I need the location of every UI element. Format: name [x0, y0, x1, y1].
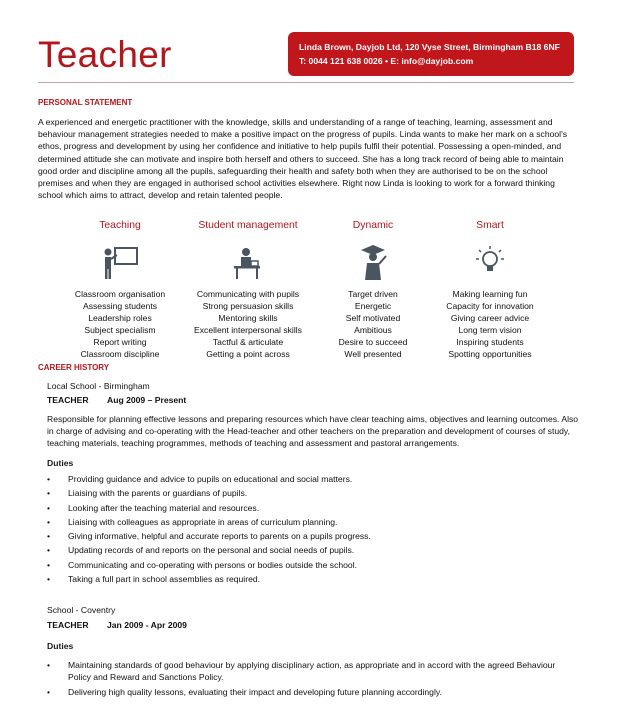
- list-item: • Taking a full part in school assemblies as required.: [47, 572, 577, 586]
- graduate-icon: [353, 242, 393, 282]
- list-item: • Looking after the teaching material and resources.: [47, 501, 577, 515]
- list-item: Target driven: [348, 289, 398, 299]
- skill-title: Dynamic: [352, 220, 394, 231]
- skill-list: [178, 288, 318, 360]
- list-item: Inspiring students: [456, 337, 524, 347]
- duties-heading: Duties: [47, 458, 74, 468]
- job-title: TEACHER: [47, 620, 89, 630]
- list-item: Classroom organisation: [74, 289, 166, 299]
- skill-title: Smart: [476, 220, 504, 231]
- contact-address: Linda Brown, Dayjob Ltd, 120 Vyse Street, Birmingham B18 6NF: [299, 42, 560, 52]
- contact-phone-email: T: 0044 121 638 0026 • E: info@dayjob.com: [299, 56, 474, 66]
- skill-title: Teaching: [99, 220, 141, 231]
- list-item: Capacity for innovation: [446, 301, 534, 311]
- skill-list: [50, 288, 190, 360]
- list-item: • Liaising with the parents or guardians of pupils.: [47, 486, 577, 500]
- list-item: Giving career advice: [450, 313, 530, 323]
- list-item: • Delivering high quality lessons, evaluating their impact and developing future planning accordingly.: [47, 686, 577, 698]
- student-desk-icon: [228, 242, 268, 282]
- list-item: Leadership roles: [88, 313, 152, 323]
- list-item: Strong persuasion skills: [202, 301, 294, 311]
- list-item: Self motivated: [345, 313, 401, 323]
- duties-list: [47, 659, 577, 701]
- list-item: • Updating records of and reports on the personal and social needs of pupils.: [47, 543, 577, 557]
- list-item: • Giving informative, helpful and accurate reports to parents on a pupils progress.: [47, 529, 577, 543]
- duties-heading: Duties: [47, 641, 74, 651]
- job-role: [47, 395, 187, 405]
- career-history-heading: CAREER HISTORY: [38, 363, 110, 372]
- list-item: Getting a point across: [206, 349, 290, 359]
- contact-box: [288, 32, 574, 76]
- skills-section: [38, 220, 578, 360]
- list-item: • Providing guidance and advice to pupils on educational and social matters.: [47, 472, 577, 486]
- page-title: Teacher: [38, 34, 172, 75]
- list-item: Communicating with pupils: [196, 289, 300, 299]
- job-role: [47, 620, 187, 630]
- list-item: Classroom discipline: [80, 349, 160, 359]
- list-item: Long term vision: [458, 325, 522, 335]
- job-employer: Local School - Birmingham: [47, 381, 150, 391]
- personal-statement-heading: PERSONAL STATEMENT: [38, 98, 133, 107]
- skill-title: Student management: [198, 220, 298, 231]
- job-title: TEACHER: [47, 395, 89, 405]
- list-item: Subject specialism: [84, 325, 156, 335]
- list-item: Ambitious: [354, 325, 392, 335]
- job-description: Responsible for planning effective lessons and preparing resources which have clear teaching aims, objectives and learning outcomes. Also in charge of advising and co-operating with the Head-teacher and other teachers on the preparation and development of courses of study, teaching materials, teaching programmes, methods of teaching and assessment and pastoral arrangements.: [47, 414, 579, 449]
- list-item: Making learning fun: [452, 289, 528, 299]
- list-item: • Liaising with colleagues as appropriate in areas of curriculum planning.: [47, 515, 577, 529]
- list-item: • Communicating and co-operating with persons or bodies outside the school.: [47, 558, 577, 572]
- skill-list: [420, 288, 560, 360]
- duties-list: [47, 472, 577, 586]
- job-employer: School - Coventry: [47, 605, 116, 615]
- list-item: Mentoring skills: [218, 313, 278, 323]
- list-item: Desire to succeed: [338, 337, 408, 347]
- list-item: Excellent interpersonal skills: [194, 325, 302, 335]
- list-item: Report writing: [93, 337, 147, 347]
- list-item: Well presented: [344, 349, 402, 359]
- list-item: Assessing students: [82, 301, 158, 311]
- skill-column-teaching: [50, 220, 190, 360]
- personal-statement-text: A experienced and energetic practitioner with the knowledge, skills and understanding of a range of teaching, learning, assessment and behaviour management strategies needed to make a positive impact on the progress of pupils. Linda wants to make her mark on a school's ethos, progress and development by using her confidence and initiative to help pupils fulfil their potential. Possessing a open-minded, and determined attitude she can motivate and inspire both herself and others to succeed. She has a long track record of being able to maintain good order and discipline among all the pupils, safeguarding their health and safety both when they are authorised to be on the school premises and when they are engaged in authorised school activities elsewhere. Right now Linda is looking to work for a forward thinking school which aims to attract, develop and retain talented people.: [38, 117, 568, 201]
- list-item: Tactful & articulate: [212, 337, 284, 347]
- lightbulb-icon: [470, 242, 510, 282]
- skill-column-student-management: [178, 220, 318, 360]
- list-item: • Maintaining standards of good behaviour by applying disciplinary action, as appropriate and in accord with the agreed Behaviour Policy and Reward and Sanctions Policy.: [47, 659, 577, 683]
- teacher-board-icon: [100, 242, 140, 282]
- list-item: Energetic: [354, 301, 392, 311]
- skill-column-smart: [420, 220, 560, 360]
- job-dates: Jan 2009 - Apr 2009: [107, 620, 187, 630]
- job-dates: Aug 2009 – Present: [107, 395, 187, 405]
- header-divider: [38, 82, 574, 83]
- list-item: Spotting opportunities: [448, 349, 532, 359]
